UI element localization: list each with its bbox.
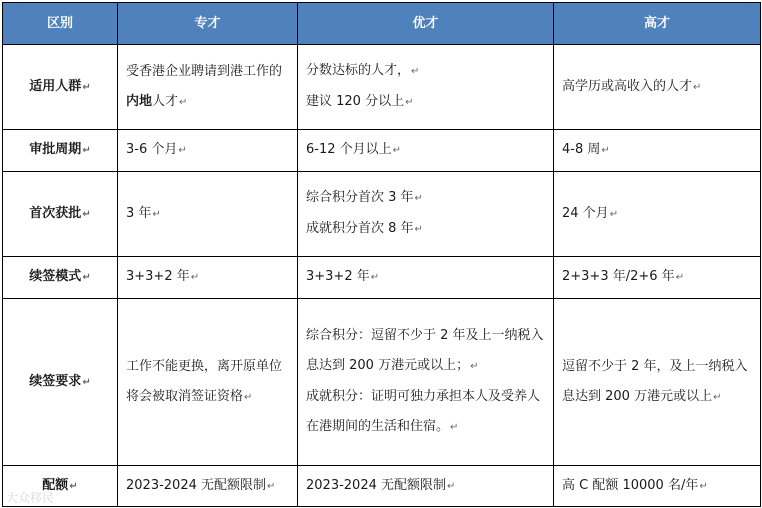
row-label: 配额↵: [3, 466, 118, 507]
row-label: 适用人群↵: [3, 45, 118, 130]
cell-gaocai: 高学历或高收入的人才↵: [554, 45, 761, 130]
cell-gaocai: 2+3+3 年/2+6 年↵: [554, 257, 761, 299]
talent-scheme-comparison-table: [2, 2, 761, 507]
table-row-first-approval: [3, 172, 761, 257]
header-gaocai: 高才: [554, 3, 761, 45]
table-row-quota: [3, 466, 761, 507]
cell-gaocai: 4-8 周↵: [554, 130, 761, 172]
row-label: 首次获批↵: [3, 172, 118, 257]
table-row-applicable-people: [3, 45, 761, 130]
cell-youcai: 综合积分首次 3 年↵ 成就积分首次 8 年↵: [298, 172, 554, 257]
watermark: 大众移民: [6, 491, 55, 505]
table-row-renewal-requirements: [3, 299, 761, 466]
cell-zhuancai: 3-6 个月↵: [118, 130, 298, 172]
cell-youcai: 分数达标的人才，↵ 建议 120 分以上↵: [298, 45, 554, 130]
cell-youcai: 综合积分：逗留不少于 2 年及上一纳税入息达到 200 万港元或以上；↵ 成就积分：证明可独力承担本人及受养人在港期间的生活和住宿。↵: [298, 299, 554, 466]
table-header-row: [3, 3, 761, 45]
cell-zhuancai: 受香港企业聘请到港工作的内地人才↵: [118, 45, 298, 130]
cell-gaocai: 高 C 配额 10000 名/年↵: [554, 466, 761, 507]
header-zhuancai: 专才: [118, 3, 298, 45]
cell-youcai: 6-12 个月以上↵: [298, 130, 554, 172]
table-row-approval-period: [3, 130, 761, 172]
cell-zhuancai: 工作不能更换，离开原单位将会被取消签证资格↵: [118, 299, 298, 466]
cell-zhuancai: 3+3+2 年↵: [118, 257, 298, 299]
cell-youcai: 3+3+2 年↵: [298, 257, 554, 299]
header-youcai: 优才: [298, 3, 554, 45]
cell-gaocai: 24 个月↵: [554, 172, 761, 257]
table-row-renewal-mode: [3, 257, 761, 299]
cell-zhuancai: 3 年↵: [118, 172, 298, 257]
header-category: 区别: [3, 3, 118, 45]
cell-gaocai: 逗留不少于 2 年，及上一纳税入息达到 200 万港元或以上↵: [554, 299, 761, 466]
row-label: 审批周期↵: [3, 130, 118, 172]
cell-zhuancai: 2023-2024 无配额限制↵: [118, 466, 298, 507]
cell-youcai: 2023-2024 无配额限制↵: [298, 466, 554, 507]
row-label: 续签要求↵: [3, 299, 118, 466]
row-label: 续签模式↵: [3, 257, 118, 299]
